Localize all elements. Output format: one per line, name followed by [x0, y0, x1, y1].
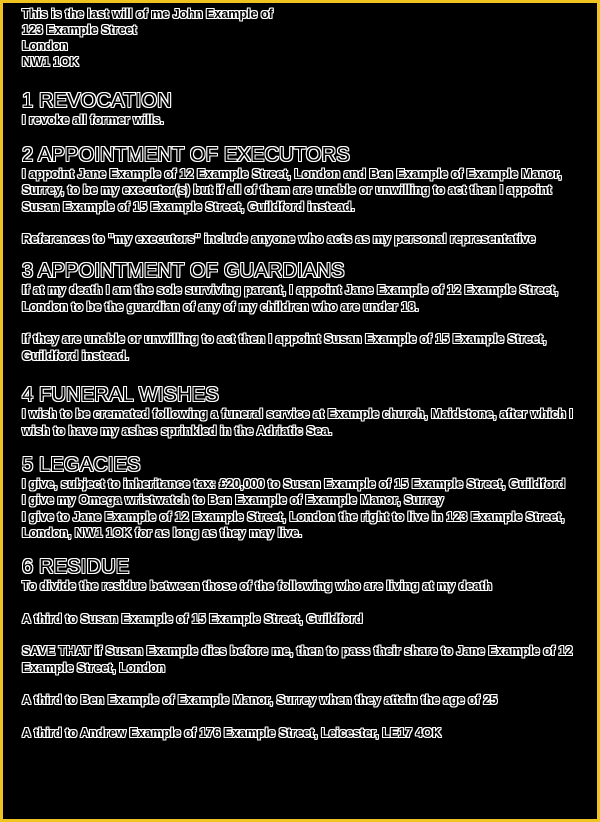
paragraph: If they are unable or unwilling to act then I appoint Susan Example of 15 Example Street, Guildford instead.: [22, 332, 547, 363]
paragraph: A third to Andrew Example of 176 Example Street, Leicester, LE17 4OK: [22, 725, 442, 740]
will-document: [22, 6, 582, 741]
paragraph: A third to Susan Example of 15 Example Street, Guildford: [22, 611, 363, 626]
header-line-2: 123 Example Street: [22, 23, 137, 37]
section-heading: 3 APPOINTMENT OF GUARDIANS: [22, 259, 345, 282]
section-executors: [22, 144, 582, 248]
section-revocation: [22, 90, 582, 129]
paragraph: I give, subject to inheritance tax: £20,000 to Susan Example of 15 Example Street, Guildford: [22, 476, 566, 491]
paragraph: I give to Jane Example of 12 Example Street, London the right to live in 123 Example Street, London, NW1 1OK for as long as they may live.: [22, 509, 565, 541]
header-line-3: London: [22, 39, 68, 53]
paragraph: A third to Ben Example of Example Manor, Surrey when they attain the age of 25: [22, 693, 498, 708]
section-heading: 6 RESIDUE: [22, 555, 130, 578]
paragraph: I give my Omega wristwatch to Ben Example of Example Manor, Surrey: [22, 493, 444, 508]
paragraph: To divide the residue between those of the following who are living at my death: [22, 578, 492, 593]
paragraph: I revoke all former wills.: [22, 113, 164, 127]
paragraph: I wish to be cremated following a funeral service at Example church, Maidstone, after which I wish to have my ashes sprinkled in the Adriatic Sea.: [22, 407, 573, 438]
paragraph: If at my death I am the sole surviving parent, I appoint Jane Example of 12 Example Street, London to be the guardian of any of my children who are under 18.: [22, 282, 559, 314]
section-legacies: [22, 454, 582, 542]
section-guardians: [22, 260, 582, 364]
section-residue: [22, 556, 582, 742]
paragraph: SAVE THAT if Susan Example dies before me, then to pass their share to Jane Example of 12 Example Street, London: [22, 644, 573, 675]
testator-header: [22, 6, 582, 70]
section-heading: 4 FUNERAL WISHES: [22, 384, 219, 407]
header-line-4: NW1 1OK: [22, 55, 79, 69]
paragraph: I appoint Jane Example of 12 Example Street, London and Ben Example of Example Manor, Surrey, to be my executor(s) but if all of them are unable or unwilling to act then I appoint Susan Example of 15 Example Street, Guildford instead.: [22, 166, 562, 214]
header-line-1: This is the last will of me John Example of: [22, 7, 273, 21]
section-heading: 2 APPOINTMENT OF EXECUTORS: [22, 143, 350, 166]
section-heading: 1 REVOCATION: [22, 90, 172, 112]
section-heading: 5 LEGACIES: [22, 453, 141, 476]
paragraph: References to "my executors" include anyone who acts as my personal representative: [22, 232, 536, 247]
section-funeral-wishes: [22, 384, 582, 439]
